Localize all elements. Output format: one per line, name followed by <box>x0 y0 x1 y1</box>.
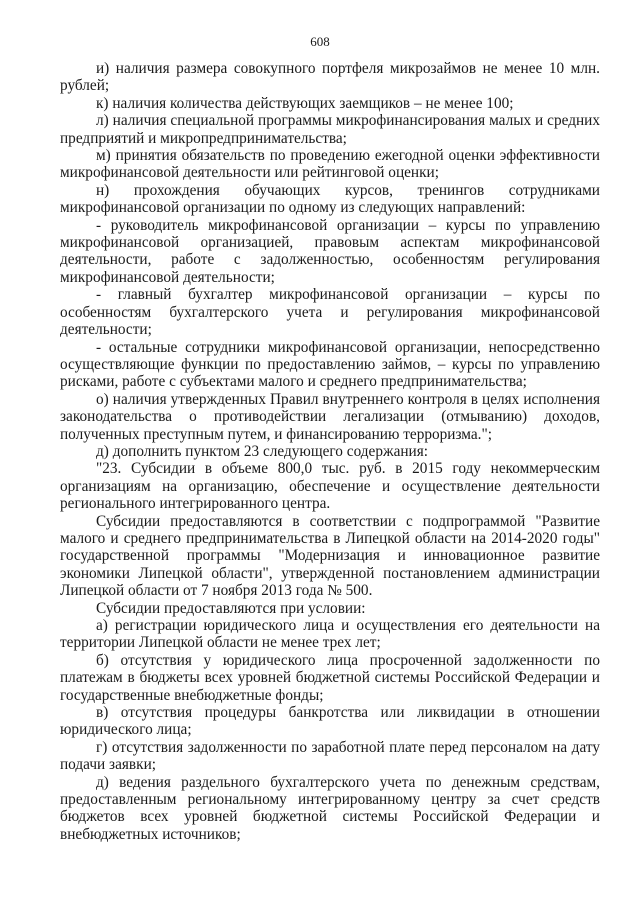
paragraph-conditions-heading: Субсидии предоставляются при условии: <box>96 599 366 617</box>
paragraph-condition-a: а) регистрации юридического лица и осуществления его деятельности на территории Липецкой области не менее трех лет; <box>60 617 600 652</box>
paragraph-item-o: о) наличия утвержденных Правил внутреннего контроля в целях исполнения законодательства о противодействии легализации (отмыванию) доходов, полученных преступным путем, и финансированию терроризма."; <box>60 390 600 443</box>
page-number: 608 <box>310 34 330 49</box>
paragraph-dash-accountant: - главный бухгалтер микрофинансовой организации – курсы по особенностям бухгалтерского учета и регулирования микрофинансовой деятельности; <box>60 286 600 339</box>
paragraph-condition-b: б) отсутствия у юридического лица просроченной задолженности по платежам в бюджеты всех уровней бюджетной системы Российской Федерации и государственные внебюджетные фонды; <box>60 651 600 704</box>
paragraph-subsidy-basis: Субсидии предоставляются в соответствии с подпрограммой "Развитие малого и среднего предпринимательства в Липецкой области на 2014-2020 годы" государственной программы "Модернизация и инновационное развитие экономики Липецкой области", утвержденной постановлением администрации Липецкой области от 7 ноября 2013 года № 500. <box>60 512 600 600</box>
paragraph-condition-v: в) отсутствия процедуры банкротства или ликвидации в отношении юридического лица; <box>60 704 600 739</box>
paragraph-condition-g: г) отсутствия задолженности по заработной плате перед персоналом на дату подачи заявки; <box>60 738 600 774</box>
document-body <box>60 60 600 843</box>
paragraph-item-i: и) наличия размера совокупного портфеля микрозаймов не менее 10 млн. рублей; <box>60 60 600 95</box>
paragraph-condition-d: д) ведения раздельного бухгалтерского учета по денежным средствам, предоставленным региональному интегрированному центру за счет средств бюджетов всех уровней бюджетной системы Российской Федерации и внебюджетных источников; <box>60 773 600 843</box>
paragraph-item-d-amend: д) дополнить пунктом 23 следующего содержания: <box>96 442 429 460</box>
paragraph-clause-23: "23. Субсидии в объеме 800,0 тыс. руб. в 2015 году некоммерческим организациям на организацию, обеспечение и осуществление деятельности регионального интегрированного центра. <box>60 460 600 513</box>
paragraph-item-l: л) наличия специальной программы микрофинансирования малых и средних предприятий и микропредпринимательства; <box>60 112 600 147</box>
paragraph-dash-director: - руководитель микрофинансовой организации – курсы по управлению микрофинансовой организацией, правовым аспектам микрофинансовой деятельности, работе с задолженностью, особенностям регулирования микрофинансовой деятельности; <box>60 216 600 286</box>
paragraph-dash-staff: - остальные сотрудники микрофинансовой организации, непосредственно осуществляющие функции по предоставлению займов, – курсы по управлению рисками, работе с субъектами малого и среднего предпринимательства; <box>60 338 600 391</box>
paragraph-item-n: н) прохождения обучающих курсов, тренингов сотрудниками микрофинансовой организации по одному из следующих направлений: <box>60 181 600 217</box>
paragraph-item-k: к) наличия количества действующих заемщиков – не менее 100; <box>96 94 514 112</box>
paragraph-item-m: м) принятия обязательств по проведению ежегодной оценки эффективности микрофинансовой деятельности или рейтинговой оценки; <box>60 147 600 182</box>
